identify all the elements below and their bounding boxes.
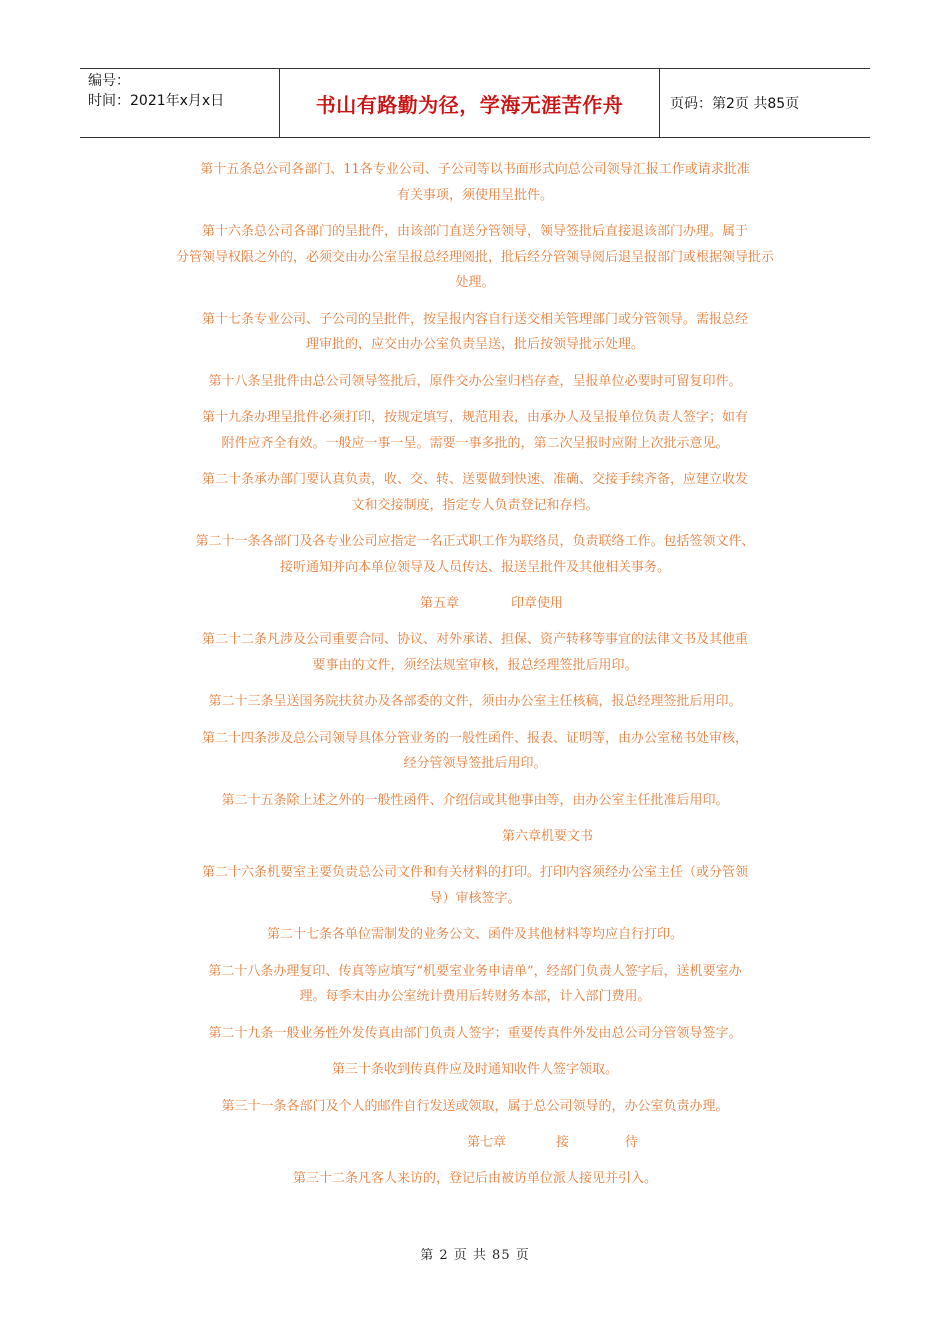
chapter-7-title-part2: 待 [625, 1135, 639, 1150]
chapter-7-heading [130, 1130, 820, 1155]
chapter-6-heading [130, 824, 820, 849]
header-motto: 书山有路勤为径，学海无涯苦作舟 [280, 69, 660, 137]
header-page-info: 页码：第2页 共85页 [670, 96, 800, 112]
article-17: 第十七条专业公司、子公司的呈批件，按呈报内容自行送交相关管理部门或分管领导。需报总经 理审批的，应交由办公室负责呈送，批后按领导批示处理。 [201, 311, 748, 352]
chapter-6-title: 第六章机要文书 [502, 829, 594, 844]
article-26: 第二十六条机要室主要负责总公司文件和有关材料的打印。打印内容须经办公室主任（或分管领 导）审核签字。 [201, 865, 748, 906]
article-24: 第二十四条涉及总公司领导具体分管业务的一般性函件、报表、证明等，由办公室秘书处审核， 经分管领导签批后用印。 [201, 730, 748, 771]
article-27: 第二十七条各单位需制发的业务公文、函件及其他材料等均应自行打印。 [266, 927, 683, 942]
article-28: 第二十八条办理复印、传真等应填写“机要室业务申请单”，经部门负责人签字后，送机要室办 理。每季末由办公室统计费用后转财务本部，计入部门费用。 [208, 963, 742, 1004]
chapter-7-number: 第七章 [467, 1135, 507, 1150]
article-30: 第三十条收到传真件应及时通知收件人签字领取。 [331, 1062, 618, 1077]
article-15: 第十五条总公司各部门、11各专业公司、子公司等以书面形式向总公司领导汇报工作或请求批准 有关事项，须使用呈批件。 [200, 162, 750, 203]
chapter-7-title-part1: 接 [556, 1135, 570, 1150]
page-footer: 第 2 页 共 85 页 [420, 1248, 530, 1263]
document-header [80, 68, 870, 138]
article-18: 第十八条呈批件由总公司领导签批后，原件交办公室归档存查，呈报单位必要时可留复印件。 [208, 373, 742, 389]
article-16: 第十六条总公司各部门的呈批件，由该部门直送分管领导，领导签批后直接退该部门办理。属于 分管领导权限之外的，必须交由办公室呈报总经理阅批，批后经分管领导阅后退呈报部门或根据领导批示 处理。 [175, 224, 774, 290]
article-25: 第二十五条除上述之外的一般性函件、介绍信或其他事由等，由办公室主任批准后用印。 [221, 792, 729, 808]
article-32: 第三十二条凡客人来访的，登记后由被访单位派人接见并引入。 [292, 1171, 657, 1186]
article-21: 第二十一条各部门及各专业公司应指定一名正式职工作为联络员，负责联络工作。包括签领文件、 接听通知并向本单位领导及人员传达、报送呈批件及其他相关事务。 [195, 534, 755, 575]
document-body [130, 157, 820, 1203]
article-20: 第二十条承办部门要认真负责，收、交、转、送要做到快速、准确、交接手续齐备，应建立收发 文和交接制度，指定专人负责登记和存档。 [201, 472, 748, 513]
chapter-5-title: 印章使用 [511, 596, 564, 611]
article-23: 第二十三条呈送国务院扶贫办及各部委的文件，须由办公室主任核稿，报总经理签批后用印。 [208, 694, 742, 709]
time-label: 时间：2021年x月x日 [88, 93, 225, 109]
article-29: 第二十九条一般业务性外发传真由部门负责人签字；重要传真件外发由总公司分管领导签字。 [208, 1025, 742, 1041]
chapter-5-number: 第五章 [420, 596, 460, 611]
chapter-5-heading [130, 591, 820, 616]
article-22: 第二十二条凡涉及公司重要合同、协议、对外承诺、担保、资产转移等事宜的法律文书及其他重 要事由的文件，须经法规室审核，报总经理签批后用印。 [201, 632, 748, 673]
article-31: 第三十一条各部门及个人的邮件自行发送或领取，属于总公司领导的，办公室负责办理。 [221, 1098, 729, 1114]
number-label: 编号： [88, 73, 130, 89]
article-19: 第十九条办理呈批件必须打印，按规定填写，规范用表，由承办人及呈报单位负责人签字；如有 附件应齐全有效。一般应一事一呈。需要一事多批的，第二次呈报时应附上次批示意见。 [201, 410, 748, 451]
header-meta-cell [80, 69, 280, 137]
